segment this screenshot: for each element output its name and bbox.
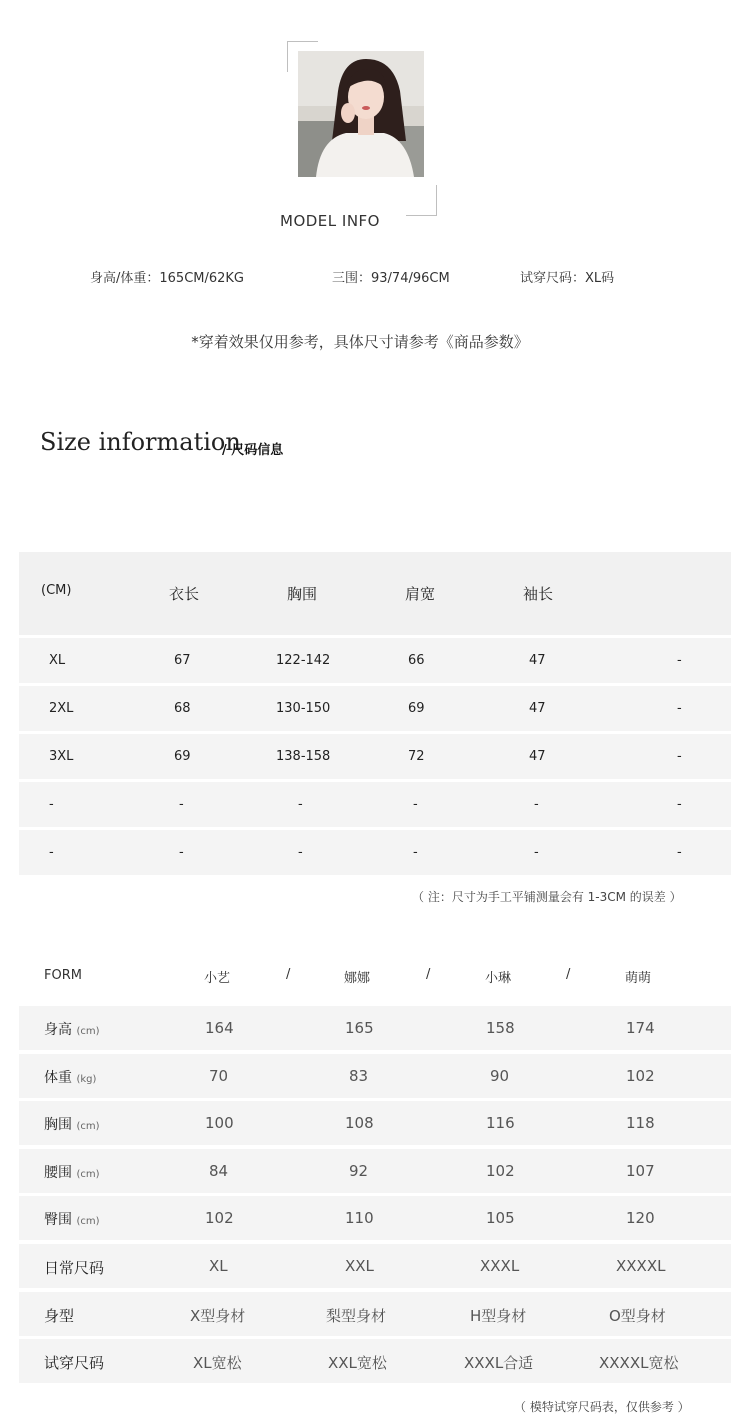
form-cell: 108 bbox=[345, 1114, 374, 1132]
form-cell: XXXL合适 bbox=[464, 1354, 534, 1372]
form-row-unit: (kg) bbox=[76, 1074, 97, 1085]
size-table-note: （ 注：尺寸为手工平铺测量会有 1-3CM 的误差 ） bbox=[412, 890, 682, 904]
form-model-name: 小艺 bbox=[204, 971, 231, 986]
size-cell: - bbox=[298, 845, 303, 860]
form-table-note: （ 模特试穿尺码表，仅供参考 ） bbox=[514, 1400, 690, 1414]
size-cell: - bbox=[49, 797, 54, 812]
form-cell: 100 bbox=[205, 1114, 234, 1132]
form-cell: XXXXL宽松 bbox=[599, 1354, 679, 1372]
form-separator: / bbox=[566, 967, 571, 982]
form-row-unit: (cm) bbox=[76, 1169, 100, 1180]
size-header-chest: 胸围 bbox=[287, 585, 318, 603]
size-cell: - bbox=[677, 653, 682, 668]
form-cell: 118 bbox=[626, 1114, 655, 1132]
table-row bbox=[19, 1006, 731, 1050]
size-cell: - bbox=[49, 845, 54, 860]
form-cell: XXL bbox=[345, 1257, 374, 1275]
fit-notice: *穿着效果仅用参考，具体尺寸请参考《商品参数》 bbox=[191, 333, 529, 351]
size-cell: - bbox=[677, 749, 682, 764]
table-row bbox=[19, 638, 731, 683]
size-cell: - bbox=[298, 797, 303, 812]
form-row-label bbox=[44, 1019, 100, 1039]
form-row-label: 日常尺码 bbox=[44, 1259, 105, 1277]
size-cell: - bbox=[534, 797, 539, 812]
size-cell: 3XL bbox=[49, 749, 74, 764]
form-row-label-text: 胸围 bbox=[44, 1117, 72, 1133]
form-row-unit: (cm) bbox=[76, 1026, 100, 1037]
size-cell: - bbox=[179, 797, 184, 812]
form-separator: / bbox=[426, 967, 431, 982]
form-cell: 90 bbox=[490, 1067, 510, 1085]
table-row bbox=[19, 782, 731, 827]
size-header-length: 衣长 bbox=[169, 585, 200, 603]
form-cell: XL宽松 bbox=[193, 1354, 242, 1372]
form-row-label bbox=[44, 1067, 96, 1087]
form-row-label: 身型 bbox=[44, 1307, 75, 1325]
table-row bbox=[19, 734, 731, 779]
size-cell: - bbox=[413, 797, 418, 812]
form-cell: 116 bbox=[486, 1114, 515, 1132]
size-cell: 72 bbox=[408, 749, 425, 764]
size-cell: 138-158 bbox=[276, 749, 331, 764]
model-info-title: MODEL INFO bbox=[280, 212, 380, 230]
size-cell: - bbox=[677, 797, 682, 812]
model-photo-illustration bbox=[298, 51, 424, 177]
form-cell: 158 bbox=[486, 1019, 515, 1037]
form-cell: 164 bbox=[205, 1019, 234, 1037]
form-cell: 174 bbox=[626, 1019, 655, 1037]
form-row-label: 试穿尺码 bbox=[44, 1354, 105, 1372]
form-cell: 84 bbox=[209, 1162, 229, 1180]
table-row bbox=[19, 1244, 731, 1288]
size-table-header bbox=[19, 552, 731, 635]
table-row bbox=[19, 1101, 731, 1145]
size-cell: 130-150 bbox=[276, 701, 331, 716]
size-cell: - bbox=[179, 845, 184, 860]
form-cell: 70 bbox=[209, 1067, 229, 1085]
size-header-shoulder: 肩宽 bbox=[405, 585, 436, 603]
form-separator: / bbox=[286, 967, 291, 982]
size-cell: XL bbox=[49, 653, 66, 668]
form-row-unit: (cm) bbox=[76, 1121, 100, 1132]
form-cell: 92 bbox=[349, 1162, 369, 1180]
size-cell: - bbox=[677, 845, 682, 860]
form-model-name: 娜娜 bbox=[344, 971, 371, 986]
form-cell: O型身材 bbox=[609, 1307, 666, 1325]
model-photo bbox=[298, 51, 424, 177]
form-row-label-text: 身高 bbox=[44, 1022, 72, 1038]
form-cell: XXL宽松 bbox=[328, 1354, 387, 1372]
form-row-label-text: 臀围 bbox=[44, 1212, 72, 1228]
table-row bbox=[19, 1292, 731, 1336]
size-cell: 66 bbox=[408, 653, 425, 668]
size-header-unit: (CM) bbox=[41, 583, 72, 598]
size-info-title: Size information bbox=[40, 428, 241, 456]
size-cell: 67 bbox=[174, 653, 191, 668]
size-header-sleeve: 袖长 bbox=[523, 585, 554, 603]
form-cell: 梨型身材 bbox=[326, 1307, 387, 1325]
form-cell: 165 bbox=[345, 1019, 374, 1037]
table-row bbox=[19, 1149, 731, 1193]
size-cell: - bbox=[413, 845, 418, 860]
form-cell: XL bbox=[209, 1257, 228, 1275]
size-cell: 2XL bbox=[49, 701, 74, 716]
form-cell: H型身材 bbox=[470, 1307, 527, 1325]
form-cell: 83 bbox=[349, 1067, 369, 1085]
form-cell: XXXL bbox=[480, 1257, 520, 1275]
table-row bbox=[19, 1054, 731, 1098]
size-cell: 47 bbox=[529, 749, 546, 764]
form-row-label bbox=[44, 1209, 100, 1229]
size-cell: 69 bbox=[408, 701, 425, 716]
form-cell: X型身材 bbox=[190, 1307, 246, 1325]
form-cell: XXXXL bbox=[616, 1257, 666, 1275]
form-row-unit: (cm) bbox=[76, 1216, 100, 1227]
form-row-label bbox=[44, 1162, 100, 1182]
size-cell: - bbox=[677, 701, 682, 716]
size-info-subtitle: / 尺码信息 bbox=[222, 443, 284, 458]
form-model-name: 小琳 bbox=[485, 971, 512, 986]
table-row bbox=[19, 1339, 731, 1383]
model-trial-size: 试穿尺码：XL码 bbox=[520, 271, 615, 286]
form-row-label bbox=[44, 1114, 100, 1134]
form-cell: 110 bbox=[345, 1209, 374, 1227]
form-header-label: FORM bbox=[44, 968, 82, 983]
model-height-weight: 身高/体重：165CM/62KG bbox=[90, 271, 245, 286]
size-cell: 47 bbox=[529, 653, 546, 668]
form-cell: 105 bbox=[486, 1209, 515, 1227]
form-cell: 102 bbox=[626, 1067, 655, 1085]
table-row bbox=[19, 686, 731, 731]
size-cell: 47 bbox=[529, 701, 546, 716]
form-cell: 102 bbox=[205, 1209, 234, 1227]
size-cell: - bbox=[534, 845, 539, 860]
form-model-name: 萌萌 bbox=[625, 971, 652, 986]
model-measurements: 三围：93/74/96CM bbox=[332, 271, 450, 286]
size-cell: 69 bbox=[174, 749, 191, 764]
table-row bbox=[19, 1196, 731, 1240]
form-row-label-text: 腰围 bbox=[44, 1165, 72, 1181]
size-cell: 68 bbox=[174, 701, 191, 716]
form-cell: 107 bbox=[626, 1162, 655, 1180]
form-row-label-text: 体重 bbox=[44, 1070, 72, 1086]
form-cell: 102 bbox=[486, 1162, 515, 1180]
form-cell: 120 bbox=[626, 1209, 655, 1227]
table-row bbox=[19, 830, 731, 875]
size-cell: 122-142 bbox=[276, 653, 331, 668]
